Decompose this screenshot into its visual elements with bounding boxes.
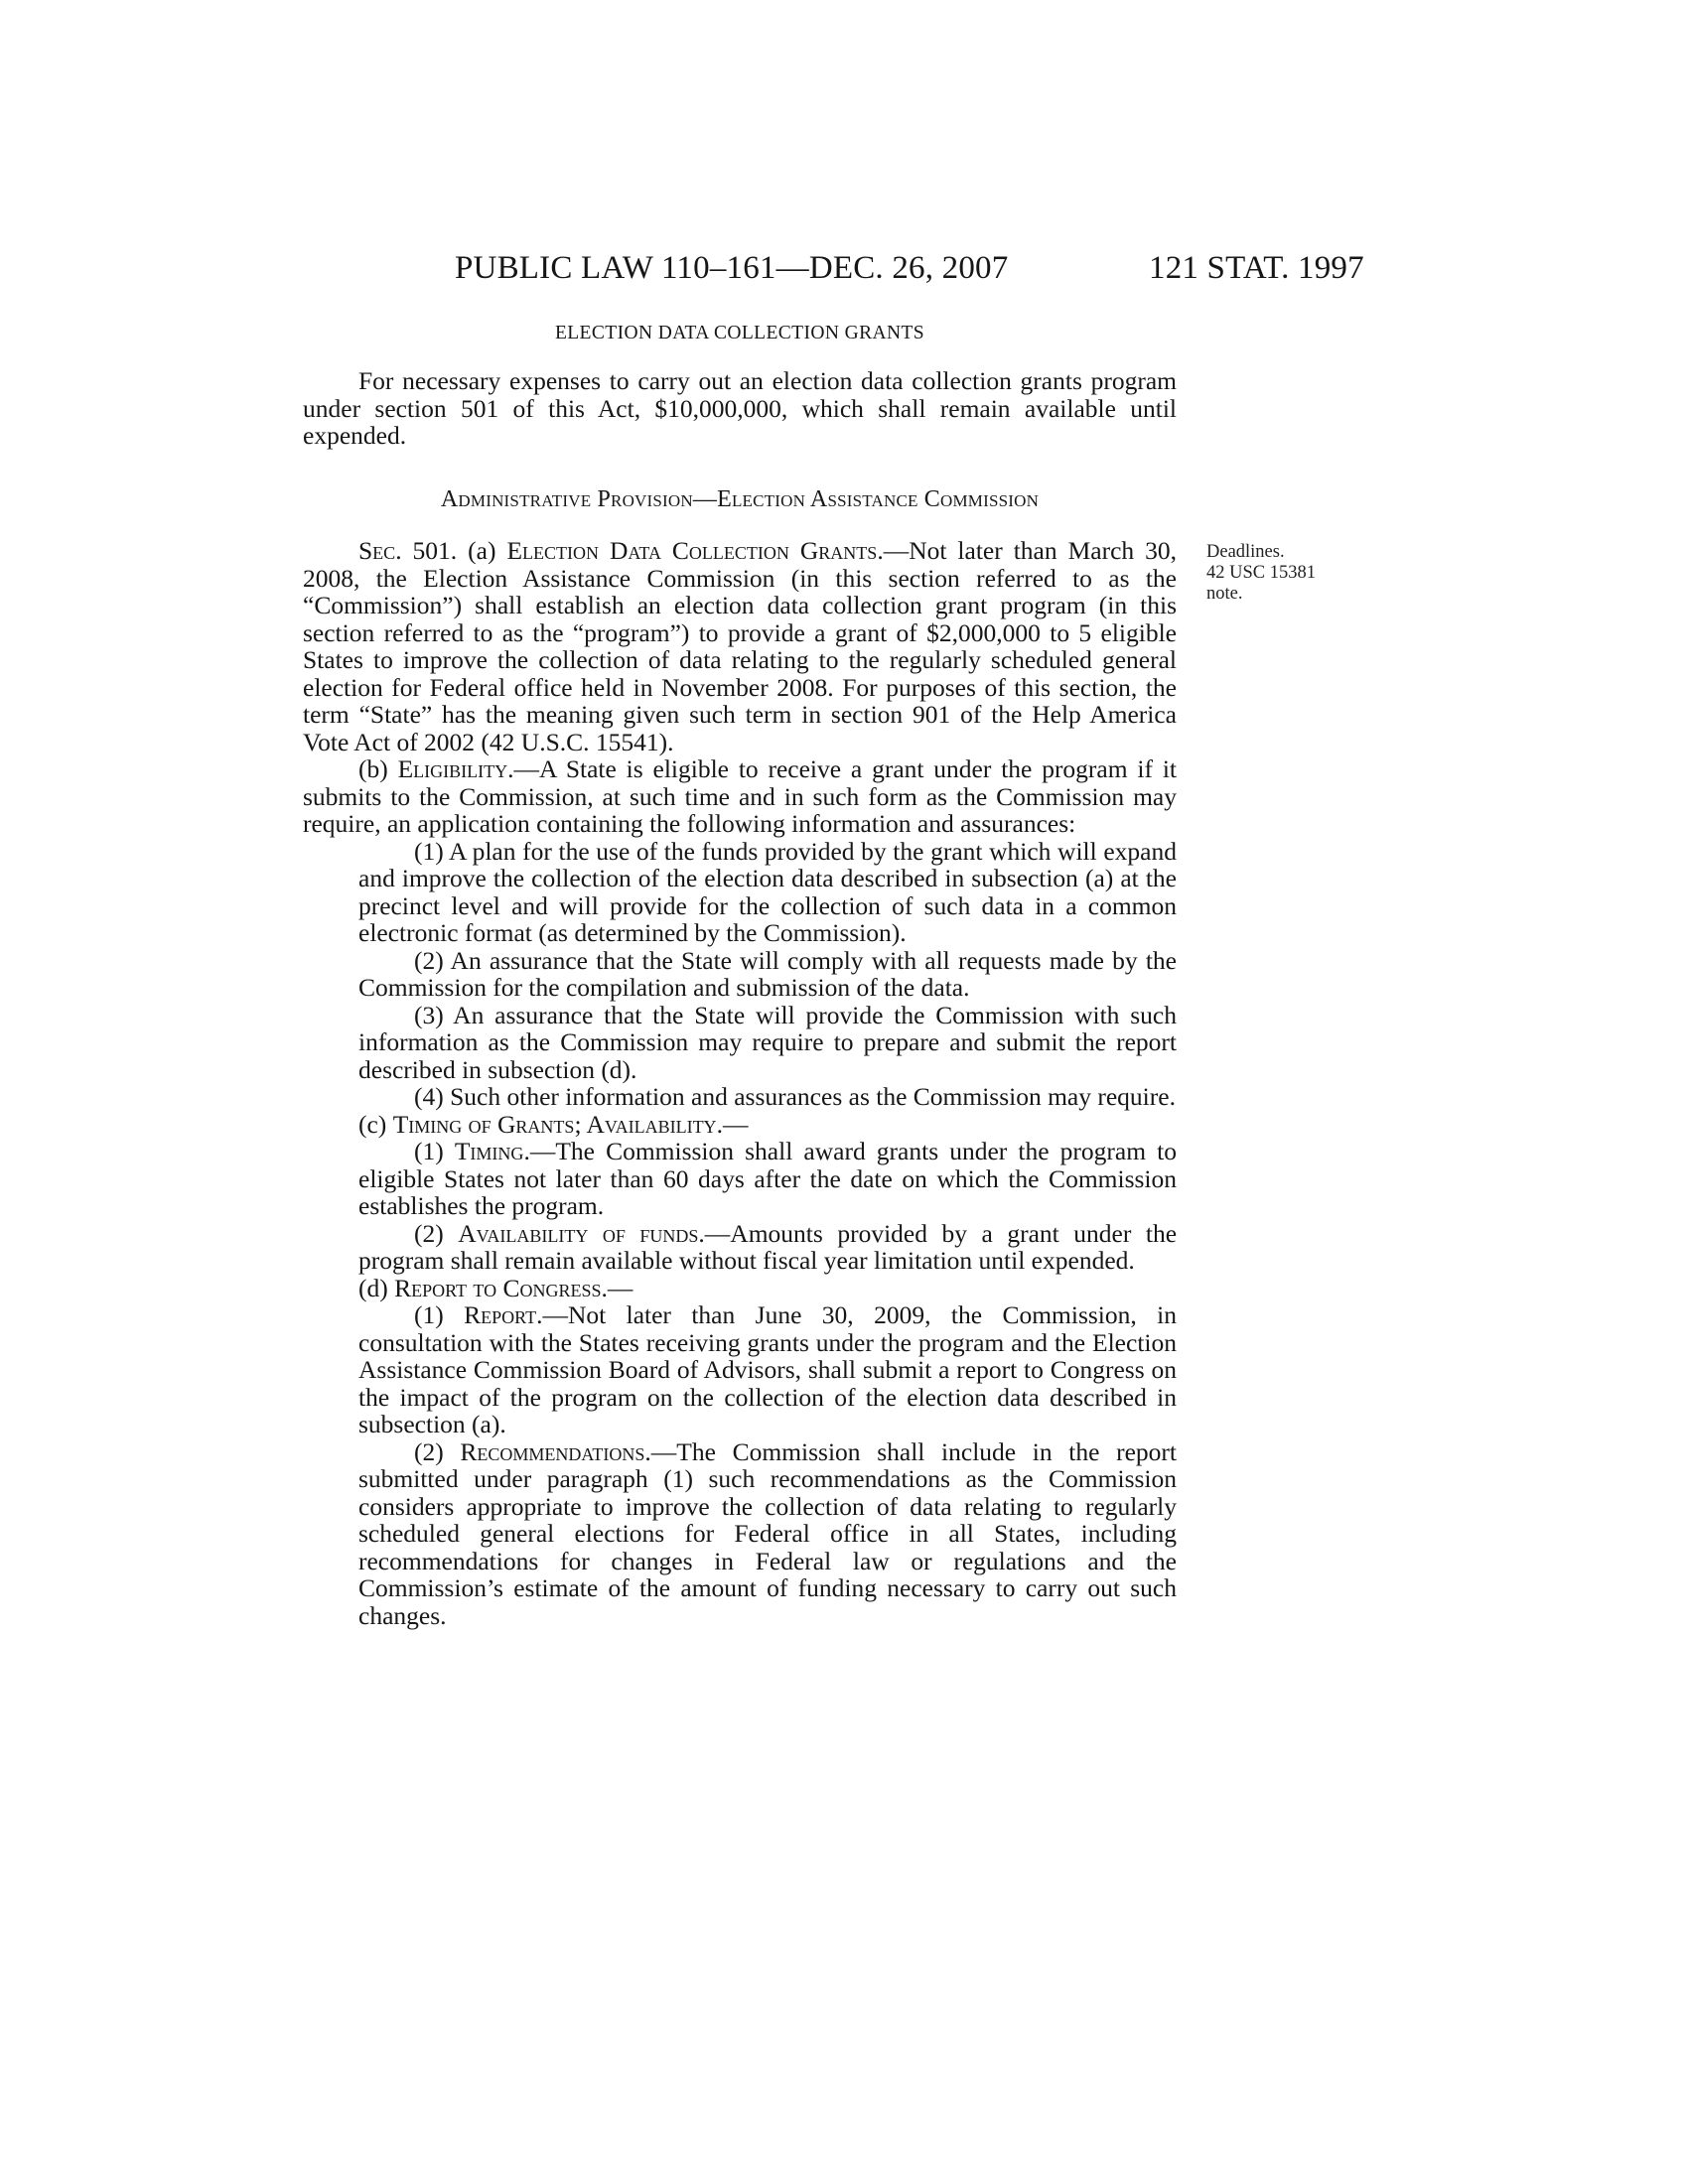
subsection-a (303, 537, 1177, 755)
d2-heading: Recommendations (460, 1436, 645, 1466)
subsection-c (303, 1111, 1177, 1139)
subsection-d-label: (d) (358, 1273, 395, 1302)
d2-text: .—The Commission shall include in the report submitted under paragraph (1) such recommendations as the Commission considers appropriate to improve the collection of data relating to regularly scheduled general elections for Federal office in all States, including recommendations for changes in Federal law or regulations and the Commission’s estimate of the amount of funding necessary to carry out such changes. (358, 1436, 1177, 1630)
running-header-stat-page: 121 STAT. 1997 (1149, 250, 1364, 286)
subsection-b (303, 755, 1177, 838)
c1-label: (1) (414, 1137, 455, 1165)
appropriation-paragraph: For necessary expenses to carry out an election data collection grants program under section 501 of this Act, $10,000,000, which shall remain available until expended. (303, 366, 1177, 450)
subsection-b-text: .—A State is eligible to receive a grant under the program if it submits to the Commission, at such time and in such form as the Commission may require, an application containing the following information and assurances: (303, 754, 1177, 838)
sec-number: . 501. (a) (395, 536, 507, 565)
subsection-d (303, 1275, 1177, 1302)
subsection-d-paragraph-2 (303, 1438, 1177, 1630)
margin-note-note: note. (1206, 584, 1243, 604)
subsection-c-paragraph-2 (303, 1220, 1177, 1275)
subsection-c-suffix: .— (716, 1109, 749, 1139)
admin-heading-part2: Election Assistance Commission (717, 486, 1040, 512)
subsection-c-paragraph-1 (303, 1138, 1177, 1220)
margin-note (1206, 542, 1316, 605)
d2-label: (2) (414, 1436, 461, 1466)
c2-text: .—Amounts provided by a grant under the program shall remain available without fiscal year limitation until expended. (358, 1218, 1178, 1275)
sec-label: Sec (358, 536, 396, 565)
c1-text: .—The Commission shall award grants under the program to eligible States not later than 60 days after the date on which the Commission establishes the program. (358, 1137, 1178, 1220)
d1-label: (1) (414, 1300, 465, 1329)
d1-heading: Report (464, 1300, 537, 1329)
subsection-a-text: .—Not later than March 30, 2008, the Election Assistance Commission (in this section referred to as the “Commission”) shall establish an election data collection grant program (in this section referred to as the “program”) to provide a grant of $2,000,000 to 5 eligible States to improve the collection of data relating to the regularly scheduled general election for Federal office held in November 2008. For purposes of this section, the term “State” has the meaning given such term in section 901 of the Help America Vote Act of 2002 (42 U.S.C. 15541). (303, 536, 1177, 756)
c1-heading: Timing (454, 1137, 524, 1165)
subsection-b-item-1: (1) A plan for the use of the funds provided by the grant which will expand and improve the collection of the election data described in subsection (a) at the precinct level and will provide for the collection of such data in a common electronic format (as determined by the Commission). (358, 836, 1177, 947)
section-501 (303, 537, 1177, 1629)
subsection-b-heading: Eligibility (397, 754, 508, 783)
subsection-d-suffix: .— (601, 1273, 633, 1302)
subsection-b-item-4: (4) Such other information and assurances as the Commission may require. (414, 1082, 1176, 1111)
subsection-c-label: (c) (358, 1109, 393, 1139)
subsection-c-heading: Timing of Grants; Availability (392, 1109, 717, 1139)
appropriation-section (303, 367, 1177, 450)
subsection-b-label: (b) (358, 754, 398, 783)
c2-label: (2) (414, 1218, 459, 1248)
subsection-b-item-3: (3) An assurance that the State will provide the Commission with such information as the Commission may require to prepare and submit the report described in subsection (d). (358, 1000, 1177, 1084)
administrative-provision-heading (303, 486, 1177, 513)
running-header-title: PUBLIC LAW 110–161—DEC. 26, 2007 (455, 250, 1009, 286)
c2-heading: Availability of funds (458, 1218, 699, 1248)
subsection-d-paragraph-1 (303, 1301, 1177, 1438)
subsection-b-item-2: (2) An assurance that the State will comply with all requests made by the Commission for the compilation and submission of the data. (358, 945, 1177, 1002)
subsection-d-heading: Report to Congress (394, 1273, 602, 1302)
admin-heading-part1: Administrative Provision (440, 486, 693, 512)
d1-text: .—Not later than June 30, 2009, the Commission, in consultation with the States receiving grants under the program and the Election Assistance Commission Board of Advisors, shall submit a report to Congress on the impact of the program on the collection of the election data described in subsection (a). (358, 1300, 1178, 1438)
appropriation-heading: ELECTION DATA COLLECTION GRANTS (554, 323, 925, 343)
margin-note-citation: 42 USC 15381 (1206, 563, 1316, 583)
admin-heading-dash: — (692, 486, 718, 512)
subsection-a-heading: Election Data Collection Grants (506, 536, 878, 565)
margin-note-deadlines: Deadlines. (1206, 542, 1285, 562)
